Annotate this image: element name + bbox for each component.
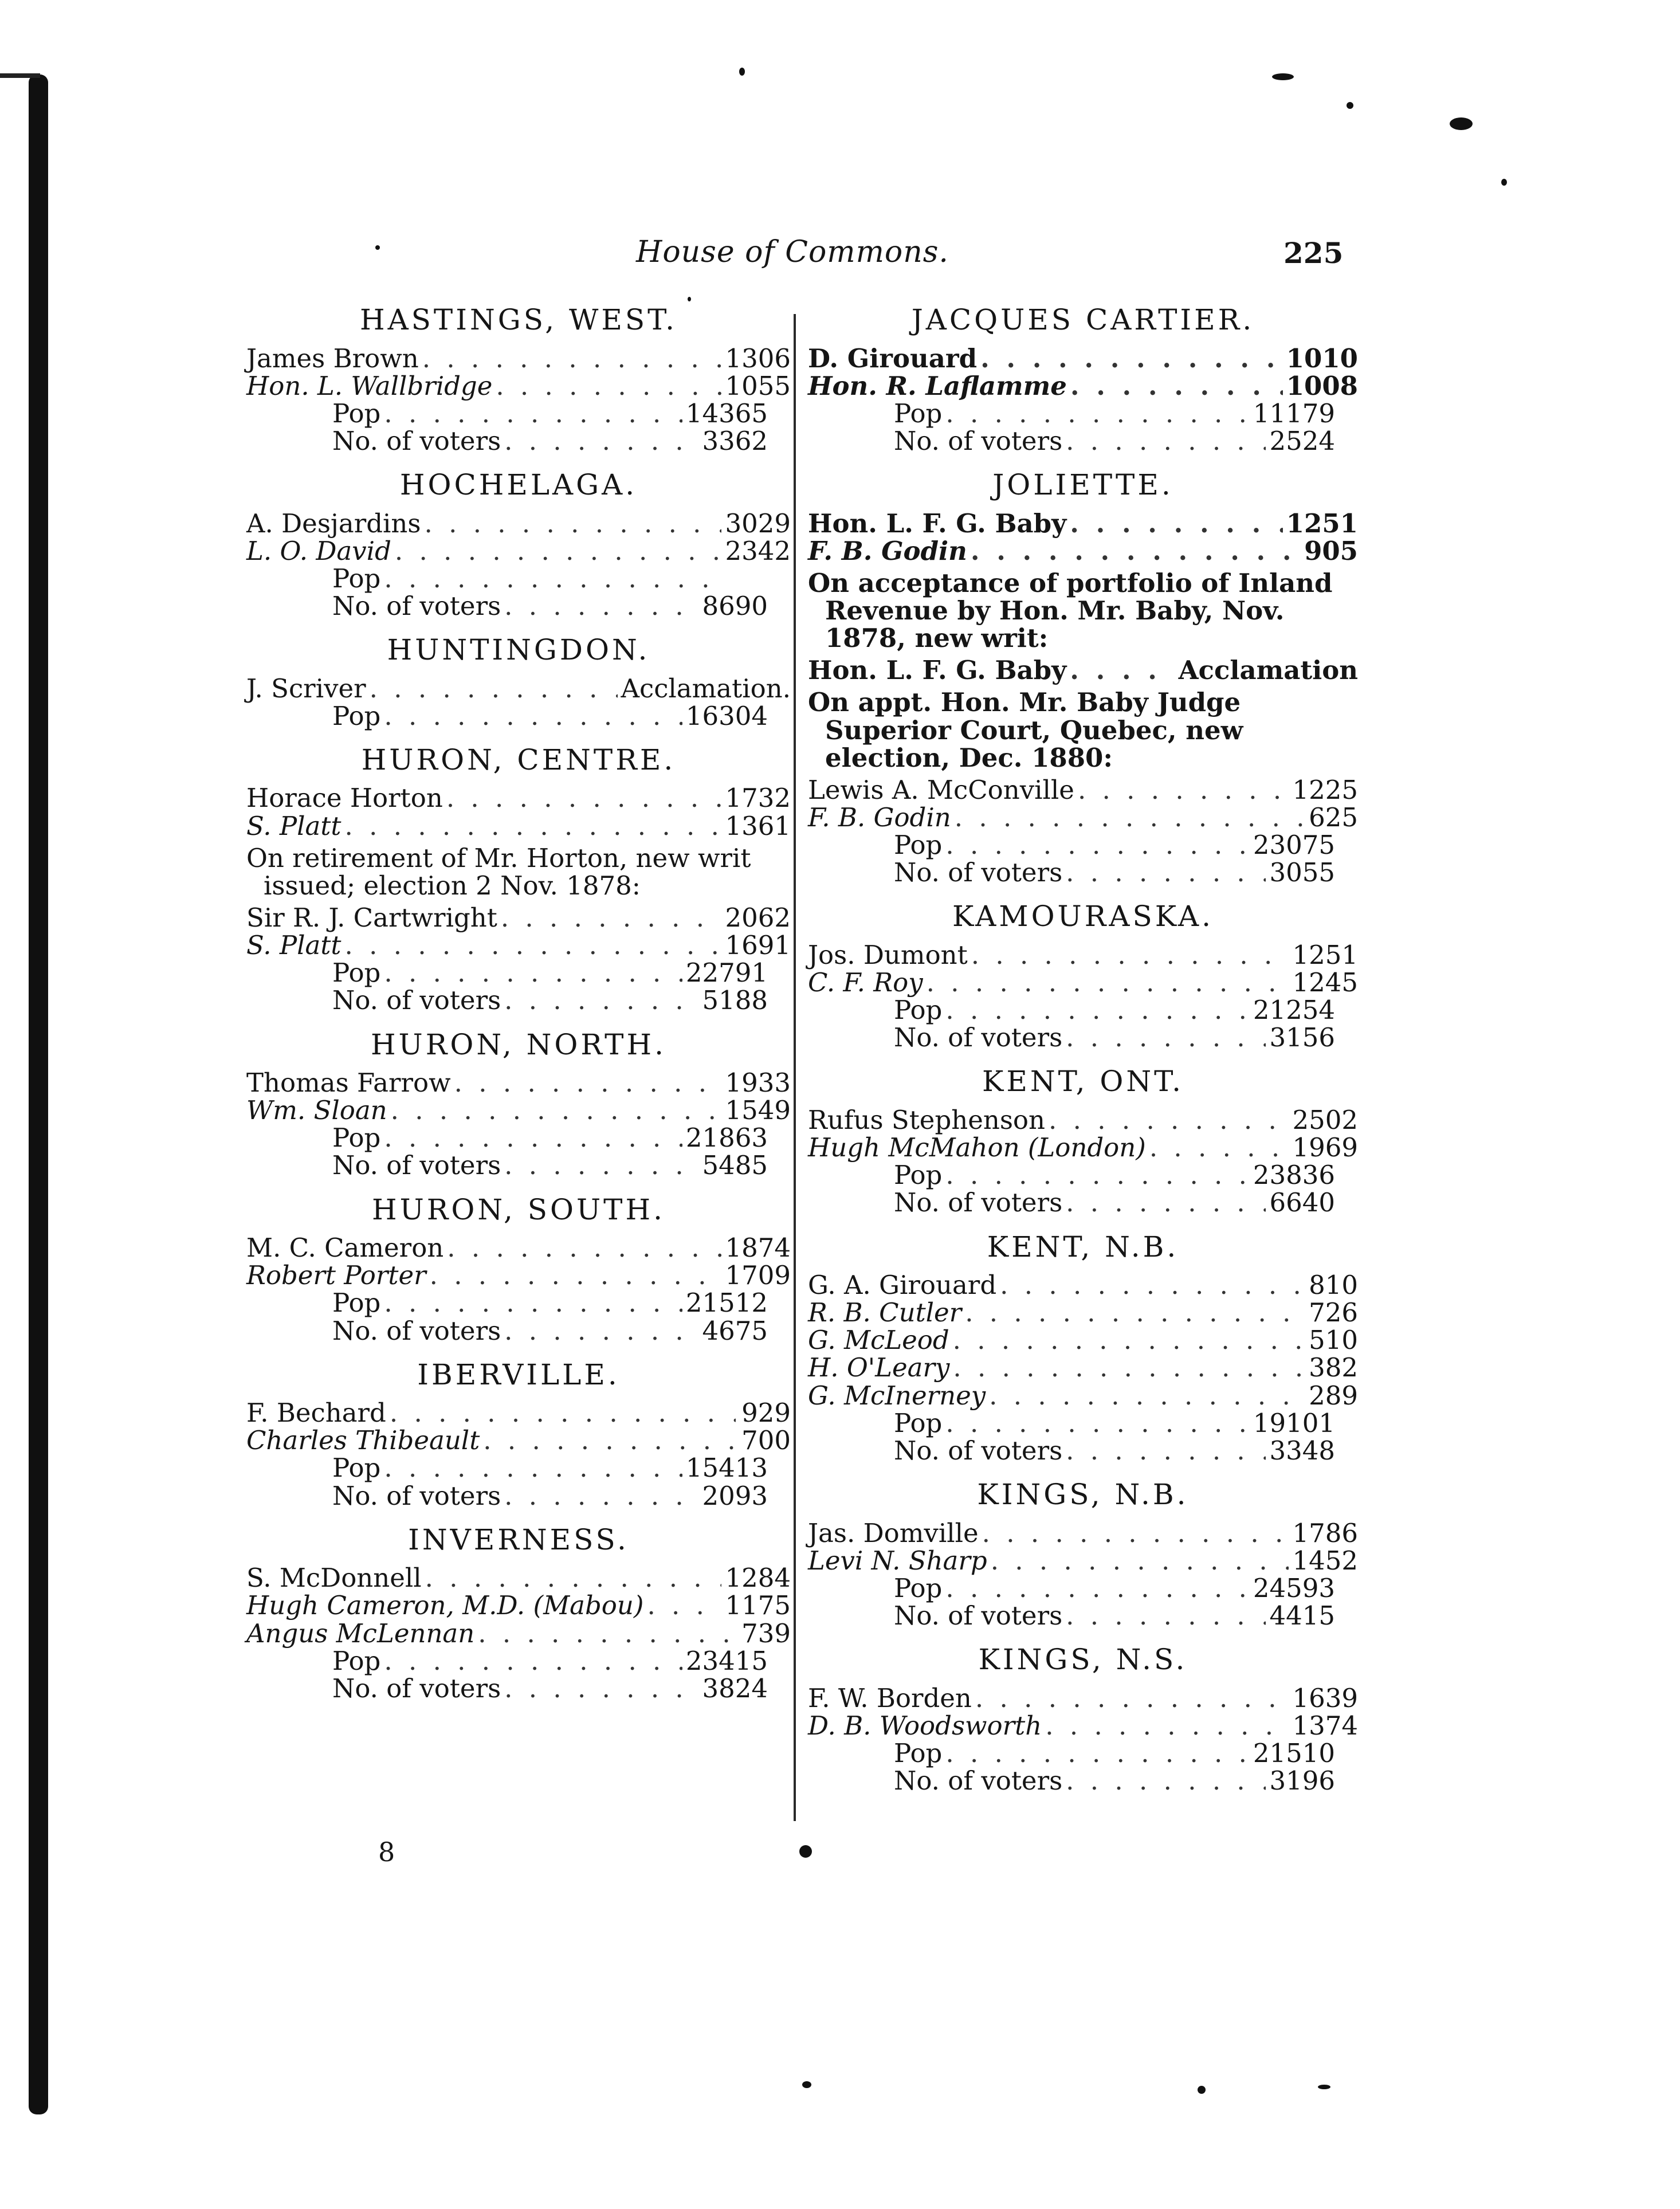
population-row: Pop . . . 21510 xyxy=(808,1740,1358,1767)
riding-kent-nb xyxy=(808,1231,1358,1465)
scan-speck xyxy=(1272,73,1294,80)
population-row: Pop . . . 23836 xyxy=(808,1162,1358,1189)
riding-heading: INVERNESS. xyxy=(408,1523,629,1556)
candidate-row: S. McDonnell . . . 1284 xyxy=(246,1564,791,1592)
scan-speck xyxy=(802,2081,811,2088)
candidate-row: Levi N. Sharp . . . 1452 xyxy=(808,1547,1358,1575)
candidate-row: A. Desjardins . . . 3029 xyxy=(246,510,791,537)
riding-hochelaga xyxy=(246,469,791,620)
riding-kamouraska xyxy=(808,900,1358,1051)
ink-dot xyxy=(799,1845,812,1858)
voters-row: No. of voters . . . 2093 xyxy=(246,1482,791,1510)
population-row: Pop . . . 24593 xyxy=(808,1575,1358,1602)
voters-row: No. of voters . . . 3824 xyxy=(246,1675,791,1702)
voters-row: No. of voters . . . 5485 xyxy=(246,1152,791,1179)
scan-speck xyxy=(1501,179,1507,186)
candidate-row: Sir R. J. Cartwright . . . 2062 xyxy=(246,904,791,932)
candidate-row: Thomas Farrow . . . 1933 xyxy=(246,1069,791,1097)
candidate-row: F. Bechard . . . 929 xyxy=(246,1399,791,1427)
voters-row: No. of voters . . . 4415 xyxy=(808,1602,1358,1630)
riding-heading: HASTINGS, WEST. xyxy=(359,303,678,336)
riding-heading: KINGS, N.S. xyxy=(978,1643,1188,1677)
scan-speck xyxy=(1318,2085,1330,2089)
candidate-row: Angus McLennan . . . 739 xyxy=(246,1620,791,1647)
candidate-row: L. O. David . . . 2342 xyxy=(246,537,791,565)
riding-heading: HOCHELAGA. xyxy=(399,468,638,502)
voters-row: No. of voters . . . 6640 xyxy=(808,1189,1358,1217)
candidate-row: D. B. Woodsworth . . . 1374 xyxy=(808,1712,1358,1740)
riding-heading: IBERVILLE. xyxy=(417,1357,620,1391)
candidate-row: Rufus Stephenson . . . 2502 xyxy=(808,1107,1358,1134)
riding-joliette xyxy=(808,469,1358,886)
riding-heading: JOLIETTE. xyxy=(992,468,1173,502)
riding-kent-ont xyxy=(808,1065,1358,1217)
candidate-row: R. B. Cutler . . . 726 xyxy=(808,1299,1358,1327)
spine-edge-mark xyxy=(0,73,40,78)
population-row: Pop . . . 15413 xyxy=(246,1454,791,1482)
candidate-row: James Brown . . . 1306 xyxy=(246,345,791,372)
riding-heading: KENT, ONT. xyxy=(982,1065,1184,1098)
riding-heading: JACQUES CARTIER. xyxy=(911,303,1255,336)
candidate-row: Robert Porter . . . 1709 xyxy=(246,1262,791,1289)
riding-heading: KINGS, N.B. xyxy=(977,1478,1189,1511)
riding-kings-nb xyxy=(808,1478,1358,1630)
riding-heading: HURON, CENTRE. xyxy=(361,743,676,776)
riding-heading: KENT, N.B. xyxy=(987,1230,1179,1264)
right-column xyxy=(808,304,1358,1808)
population-row: Pop . . . xyxy=(246,565,791,593)
candidate-row: C. F. Roy . . . 1245 xyxy=(808,969,1358,996)
riding-heading: HURON, SOUTH. xyxy=(372,1192,665,1226)
book-spine-shadow xyxy=(29,74,48,2114)
candidate-row: F. B. Godin . . . 905 xyxy=(808,537,1358,565)
voters-row: No. of voters . . . 3156 xyxy=(808,1024,1358,1051)
signature-mark: 8 xyxy=(378,1837,395,1867)
by-election-note: On retirement of Mr. Horton, new writ issued; election 2 Nov. 1878: xyxy=(246,842,751,901)
candidate-row: G. McInerney . . . 289 xyxy=(808,1382,1358,1410)
by-election-note: On acceptance of portfolio of Inland Revenue by Hon. Mr. Baby, Nov. 1878, new writ: xyxy=(808,567,1333,654)
scan-speck xyxy=(1347,102,1353,109)
column-rule xyxy=(794,314,796,1821)
candidate-row: J. Scriver . . . Acclamation. xyxy=(246,675,791,703)
voters-row: No. of voters . . . 2524 xyxy=(808,427,1358,455)
candidate-row: S. Platt . . . 1361 xyxy=(246,813,791,840)
page-number: 225 xyxy=(1283,236,1344,270)
candidate-row: Hugh Cameron, M.D. (Mabou) . . . 1175 xyxy=(246,1592,791,1619)
voters-row: No. of voters . . . 3055 xyxy=(808,859,1358,886)
population-row: Pop . . . 14365 xyxy=(246,400,791,427)
riding-heading: HURON, NORTH. xyxy=(370,1027,667,1061)
candidate-row: M. C. Cameron . . . 1874 xyxy=(246,1234,791,1262)
voters-row: No. of voters . . . 8690 xyxy=(246,593,791,620)
candidate-row: F. B. Godin . . . 625 xyxy=(808,804,1358,831)
population-row: Pop . . . 11179 xyxy=(808,400,1358,427)
riding-iberville xyxy=(246,1359,791,1510)
riding-heading: HUNTINGDON. xyxy=(387,633,650,667)
riding-huntingdon xyxy=(246,634,791,730)
riding-hastings-west xyxy=(246,304,791,455)
population-row: Pop . . . 21863 xyxy=(246,1124,791,1152)
voters-row: No. of voters . . . 3362 xyxy=(246,427,791,455)
candidate-row: G. McLeod . . . 510 xyxy=(808,1327,1358,1354)
population-row: Pop . . . 21512 xyxy=(246,1289,791,1317)
scan-speck xyxy=(1450,117,1473,130)
left-column xyxy=(246,304,791,1716)
candidate-row: Hon. L. F. G. Baby . . . Acclamation xyxy=(808,657,1358,684)
voters-row: No. of voters . . . 3196 xyxy=(808,1767,1358,1795)
scan-speck xyxy=(1198,2086,1206,2094)
riding-huron-south xyxy=(246,1194,791,1345)
candidate-row: Wm. Sloan . . . 1549 xyxy=(246,1097,791,1124)
candidate-row: H. O'Leary . . . 382 xyxy=(808,1354,1358,1382)
voters-row: No. of voters . . . 5188 xyxy=(246,987,791,1014)
population-row: Pop . . . 21254 xyxy=(808,996,1358,1024)
scan-speck xyxy=(739,68,745,76)
candidate-row: Hon. L. F. G. Baby . . . 1251 xyxy=(808,510,1358,537)
candidate-row: Hon. L. Wallbridge . . . 1055 xyxy=(246,372,791,400)
candidate-row: Hugh McMahon (London) . . . 1969 xyxy=(808,1134,1358,1162)
candidate-row: S. Platt . . . 1691 xyxy=(246,932,791,959)
scan-speck xyxy=(375,245,380,250)
riding-inverness xyxy=(246,1524,791,1702)
population-row: Pop . . . 23415 xyxy=(246,1647,791,1675)
running-head: House of Commons. xyxy=(636,235,949,269)
candidate-row: Horace Horton . . . 1732 xyxy=(246,784,791,812)
riding-huron-centre xyxy=(246,744,791,1015)
candidate-row: D. Girouard . . . 1010 xyxy=(808,345,1358,372)
voters-row: No. of voters . . . 3348 xyxy=(808,1437,1358,1465)
riding-jacques-cartier xyxy=(808,304,1358,455)
riding-kings-ns xyxy=(808,1643,1358,1795)
riding-heading: KAMOURASKA. xyxy=(952,900,1214,933)
by-election-note: On appt. Hon. Mr. Baby Judge Superior Court, Quebec, new election, Dec. 1880: xyxy=(808,687,1243,773)
population-row: Pop . . . 22791 xyxy=(246,959,791,987)
population-row: Pop . . . 19101 xyxy=(808,1410,1358,1437)
candidate-row: Hon. R. Laflamme . . . 1008 xyxy=(808,372,1358,400)
population-row: Pop . . . 23075 xyxy=(808,831,1358,859)
candidate-row: Jas. Domville . . . 1786 xyxy=(808,1520,1358,1547)
population-row: Pop . . . 16304 xyxy=(246,703,791,730)
candidate-row: G. A. Girouard . . . 810 xyxy=(808,1272,1358,1299)
candidate-row: F. W. Borden . . . 1639 xyxy=(808,1685,1358,1712)
scan-speck xyxy=(688,297,691,301)
voters-row: No. of voters . . . 4675 xyxy=(246,1317,791,1345)
riding-huron-north xyxy=(246,1029,791,1180)
candidate-row: Jos. Dumont . . . 1251 xyxy=(808,941,1358,969)
candidate-row: Lewis A. McConville . . . 1225 xyxy=(808,776,1358,804)
candidate-row: Charles Thibeault . . . 700 xyxy=(246,1427,791,1454)
